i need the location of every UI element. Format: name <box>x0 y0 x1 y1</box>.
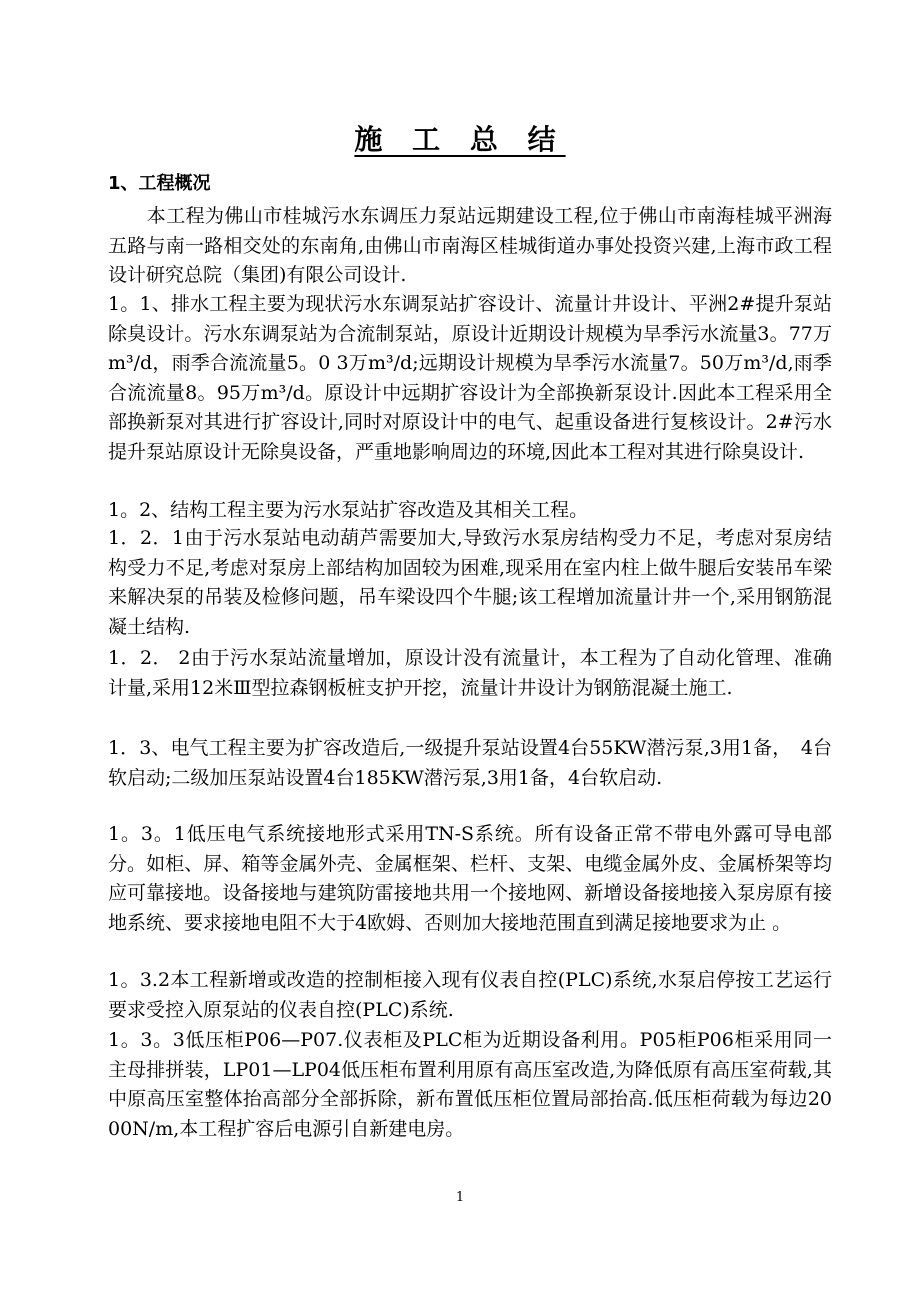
paragraph-1-1: 1。1、排水工程主要为现状污水东调泵站扩容设计、流量计井设计、平洲2#提升泵站除臭设计。污水东调泵站为合流制泵站，原设计近期设计规模为旱季污水流量3。77万m³/d，雨季合流流量5。0 3万m³/d;远期设计规模为旱季污水流量7。50万m³/d,雨季合流流量8。95万m³/d。原设计中远期扩容设计为全部换新泵设计.因此本工程采用全部换新泵对其进行扩容设计,同时对原设计中的电气、起重设备进行复核设计。2#污水提升泵站原设计无除臭设备，严重地影响周边的环境,因此本工程对其进行除臭设计. <box>108 293 832 463</box>
page-number: 1 <box>455 1190 465 1205</box>
paragraph-1-2: 1。2、结构工程主要为污水泵站扩容改造及其相关工程。 <box>108 499 589 521</box>
paragraph-overview: 本工程为佛山市桂城污水东调压力泵站远期建设工程,位于佛山市南海桂城平洲海五路与南一路相交处的东南角,由佛山市南海区桂城街道办事处投资兴建,上海市政工程设计研究总院（集团)有限公司设计. <box>108 205 832 286</box>
paragraph-1-3-1: 1。3。1低压电气系统接地形式采用TN-S系统。所有设备正常不带电外露可导电部分。如柜、屏、箱等金属外壳、金属框架、栏杆、支架、电缆金属外皮、金属桥架等均应可靠接地。设备接地与建筑防雷接地共用一个接地网、新增设备接地接入泵房原有接地系统、要求接地电阻不大于4欧姆、否则加大接地范围直到满足接地要求为止 。 <box>108 823 832 934</box>
section-heading: 1、工程概况 <box>108 173 211 194</box>
paragraph-1-3-3: 1。3。3低压柜P06—P07.仪表柜及PLC柜为近期设备利用。P05柜P06柜采用同一主母排拼装，LP01—LP04低压柜布置利用原有高压室改造,为降低原有高压室荷载,其中原高压室整体抬高部分全部拆除，新布置低压柜位置局部抬高.低压柜荷载为每边2000N/m,本工程扩容后电源引自新建电房。 <box>108 1029 832 1140</box>
document-title: 施 工 总 结 <box>354 123 566 156</box>
paragraph-1-3-2: 1。3.2本工程新增或改造的控制柜接入现有仪表自控(PLC)系统,水泵启停按工艺运行要求受控入原泵站的仪表自控(PLC)系统. <box>108 969 832 1021</box>
paragraph-1-2-2: 1．2． 2由于污水泵站流量增加，原设计没有流量计，本工程为了自动化管理、准确计量,采用12米Ⅲ型拉森钢板桩支护开挖，流量计井设计为钢筋混凝土施工. <box>108 647 832 699</box>
paragraph-1-3: 1．3、电气工程主要为扩容改造后,一级提升泵站设置4台55KW潜污泵,3用1备， 4台软启动;二级加压泵站设置4台185KW潜污泵,3用1备，4台软启动. <box>108 737 832 789</box>
paragraph-1-2-1: 1．2．1由于污水泵站电动葫芦需要加大,导致污水泵房结构受力不足，考虑对泵房结构受力不足,考虑对泵房上部结构加固较为困难,现采用在室内柱上做牛腿后安装吊车梁来解决泵的吊装及检修问题，吊车梁设四个牛腿;该工程增加流量计井一个,采用钢筋混凝土结构. <box>108 527 832 638</box>
